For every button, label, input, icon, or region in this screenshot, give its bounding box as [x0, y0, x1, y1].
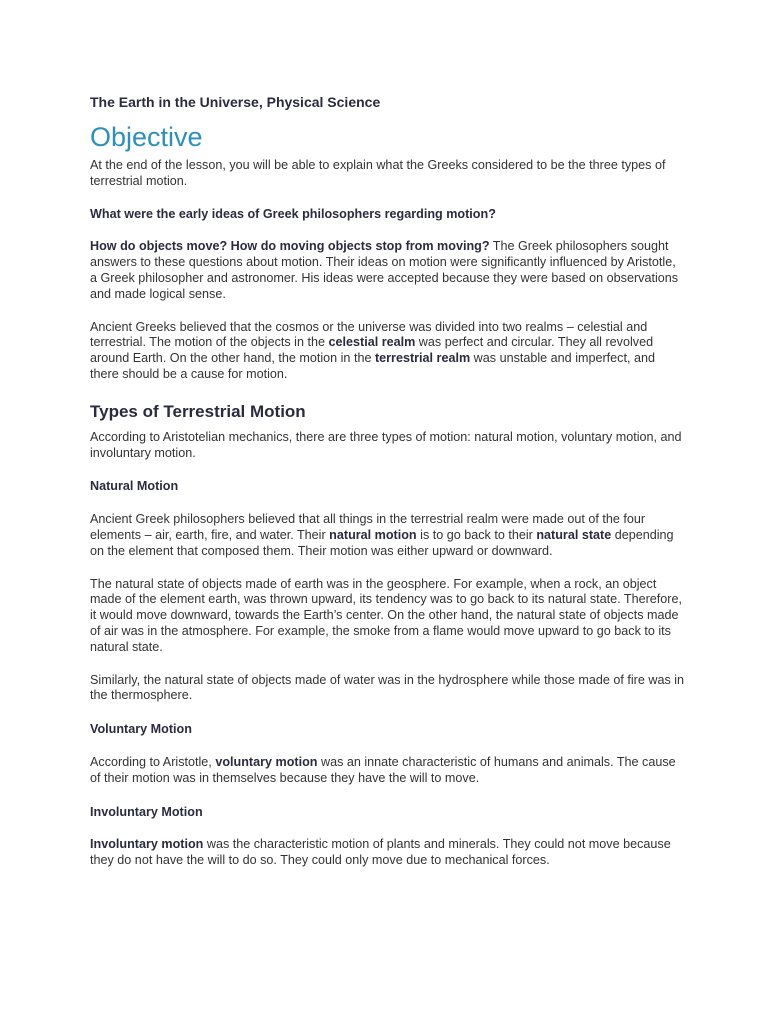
section-title: Types of Terrestrial Motion [90, 401, 306, 421]
paragraph-text: depending on the element that composed them. Their motion was either upward or downward. [90, 527, 674, 558]
paragraph-text: was an innate characteristic of humans and animals. The cause of their motion was in themselves because they have the will to move. [90, 754, 676, 785]
document-page [90, 93, 686, 869]
paragraph-text: Ancient Greeks believed that the cosmos or the universe was divided into two realms – celestial and terrestrial. The motion of the objects in the [90, 319, 648, 350]
paragraph-text: was unstable and imperfect, and there should be a cause for motion. [90, 351, 655, 381]
involuntary-motion-heading: Involuntary Motion [90, 804, 203, 819]
types-intro: According to Aristotelian mechanics, there are three types of motion: natural motion, voluntary motion, and involuntary motion. [90, 429, 682, 460]
paragraph-text: is to go back to their [416, 527, 537, 542]
bold-text: terrestrial realm [374, 351, 471, 366]
paragraph-text: was perfect and circular. They all revolved around Earth. On the other hand, the motion in the [90, 335, 654, 366]
natural-motion-paragraph-2: The natural state of objects made of earth was in the geosphere. For example, when a rock, an object made of the element earth, was thrown upward, its tendency was to go back to its natural state. Therefore, it would move downward, towards the Earth’s center. On the other hand, the natural state of objects made of air was in the atmosphere. For example, the smoke from a flame would move upward to go back to its natural state. [90, 576, 682, 654]
voluntary-motion-heading: Voluntary Motion [90, 722, 192, 737]
bold-text: voluntary motion [215, 754, 318, 769]
voluntary-motion-paragraph [90, 755, 686, 787]
document-title: The Earth in the Universe, Physical Science [90, 94, 381, 110]
natural-motion-heading: Natural Motion [90, 479, 179, 494]
paragraph-realms [90, 320, 686, 383]
bold-text: natural state [536, 527, 612, 542]
objective-text: At the end of the lesson, you will be able to explain what the Greeks considered to be the three types of terrestrial motion. [90, 158, 666, 188]
natural-motion-paragraph-3: Similarly, the natural state of objects made of water was in the hydrosphere while those made of fire was in the thermosphere. [90, 672, 685, 703]
objective-heading: Objective [90, 122, 203, 152]
bold-text: Involuntary motion [90, 837, 204, 852]
paragraph-motion-questions [90, 239, 686, 302]
bold-text: natural motion [329, 527, 417, 542]
paragraph-text: The Greek philosophers sought answers to these questions about motion. Their ideas on motion were significantly influenced by Aristotle, a Greek philosopher and astronomer. His ideas were accepted because they were based on observations and made logical sense. [90, 239, 679, 301]
paragraph-text: Ancient Greek philosophers believed that all things in the terrestrial realm were made out of the four elements – air, earth, fire, and water. Their [90, 512, 646, 542]
question-heading: What were the early ideas of Greek philosophers regarding motion? [90, 206, 496, 221]
involuntary-motion-paragraph [90, 837, 686, 869]
bold-text: celestial realm [328, 335, 416, 350]
bold-text: How do objects move? How do moving objects stop from moving? [90, 239, 490, 254]
paragraph-text: was the characteristic motion of plants and minerals. They could not move because they do not have the will to do so. They could only move due to mechanical forces. [90, 837, 671, 868]
natural-motion-paragraph-1 [90, 512, 686, 559]
paragraph-text: According to Aristotle, [90, 754, 216, 769]
